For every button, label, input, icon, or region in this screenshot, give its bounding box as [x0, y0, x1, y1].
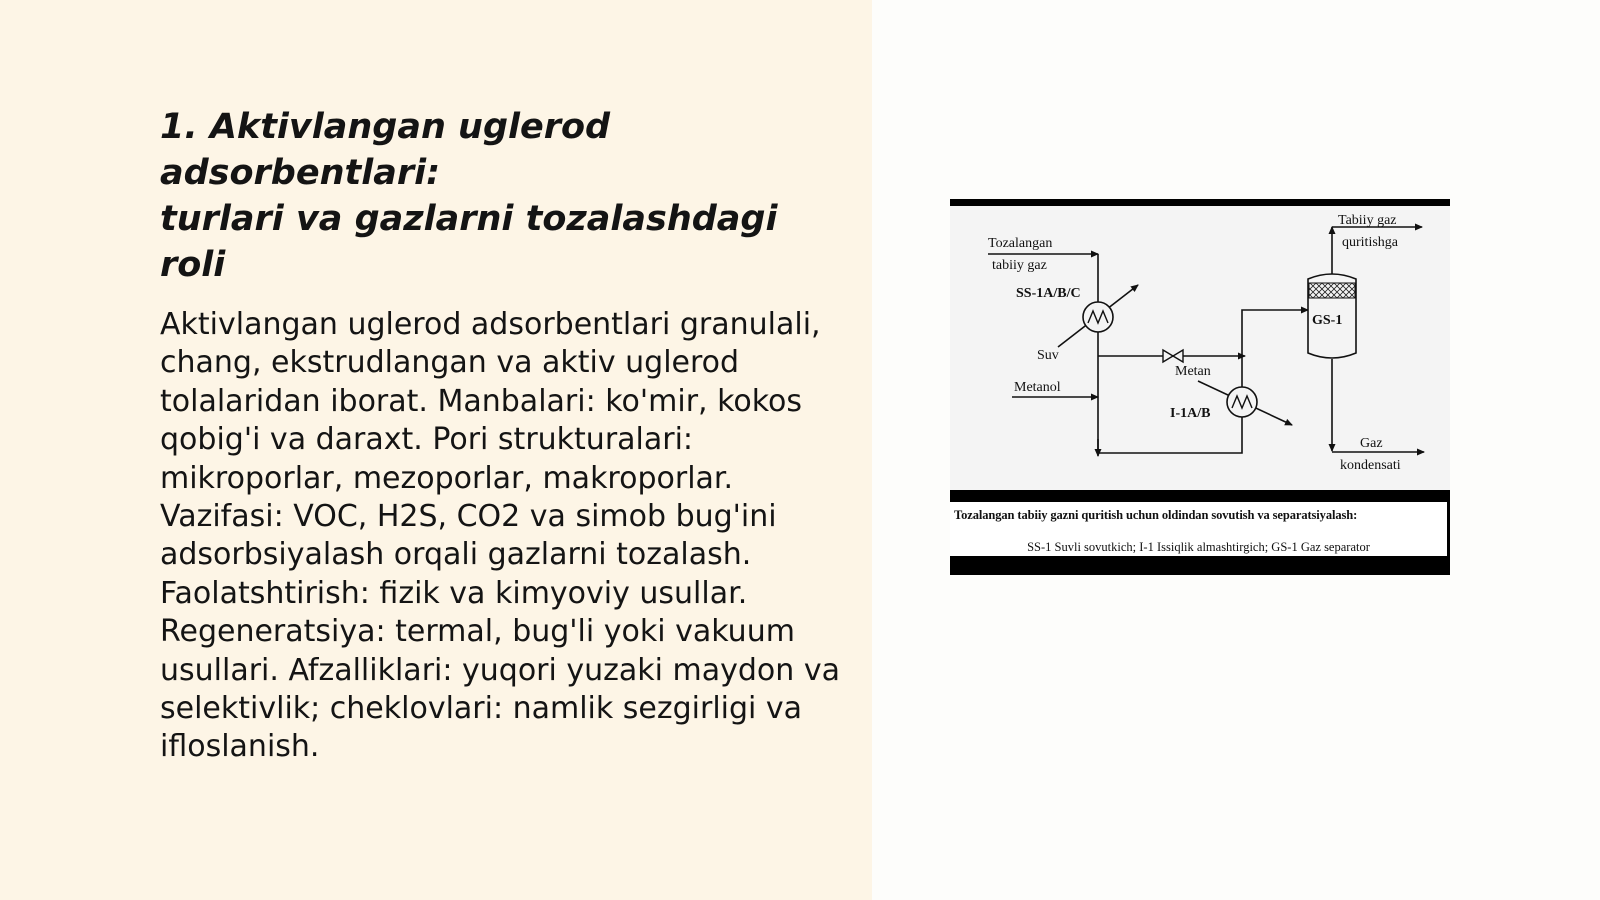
water-label: Suv [1037, 348, 1059, 363]
title-line-2: turlari va gazlarni tozalashdagi roli [160, 199, 778, 285]
separator-label: GS-1 [1312, 313, 1343, 328]
methane-label: Metan [1175, 364, 1211, 379]
title-line-1: 1. Aktivlangan uglerod adsorbentlari: [160, 107, 611, 193]
caption-legend: SS-1 Suvli sovutkich; I-1 Issiqlik almashtirgich; GS-1 Gaz separator [1027, 540, 1370, 554]
inlet-label-line1: Tozalangan [988, 236, 1053, 251]
outlet-top-label-line1: Tabiiy gaz [1338, 213, 1397, 228]
slide-body-text: Aktivlangan uglerod adsorbentlari granulali, chang, ekstrudlangan va aktiv uglerod tolalaridan iborat. Manbalari: ko'mir, kokos qobig'i va daraxt. Pori strukturalari: mikroporlar, mezoporlar, makroporlar. Vazifasi: VOC, H2S, CO2 va simob bug'ini adsorbsiyalash orqali gazlarni tozalash. Faolatshtirish: fizik va kimyoviy usullar. Regeneratsiya: termal, bug'li yoki vakuum usullari. Afzalliklari: yuqori yuzaki maydon va selektivlik; cheklovlari: namlik sezgirligi va ifloslanish. [160, 307, 840, 765]
cooler-label: SS-1A/B/C [1016, 286, 1081, 301]
process-flow-diagram [950, 199, 1450, 502]
cooler-icon [1083, 302, 1113, 332]
caption-title: Tozalangan tabiiy gazni quritish uchun oldindan sovutish va separatsiyalash: [954, 508, 1358, 522]
figure-caption [950, 502, 1447, 556]
process-diagram-figure [950, 199, 1450, 575]
outlet-bottom-label-line2: kondensati [1340, 458, 1401, 473]
methanol-label: Metanol [1014, 380, 1061, 395]
slide-title [160, 104, 850, 288]
heat-exchanger-icon [1227, 387, 1257, 417]
outlet-bottom-label-line1: Gaz [1360, 436, 1383, 451]
outlet-top-label-line2: quritishga [1342, 235, 1398, 250]
exchanger-label: I-1A/B [1170, 406, 1211, 421]
inlet-label-line2: tabiiy gaz [992, 258, 1047, 273]
